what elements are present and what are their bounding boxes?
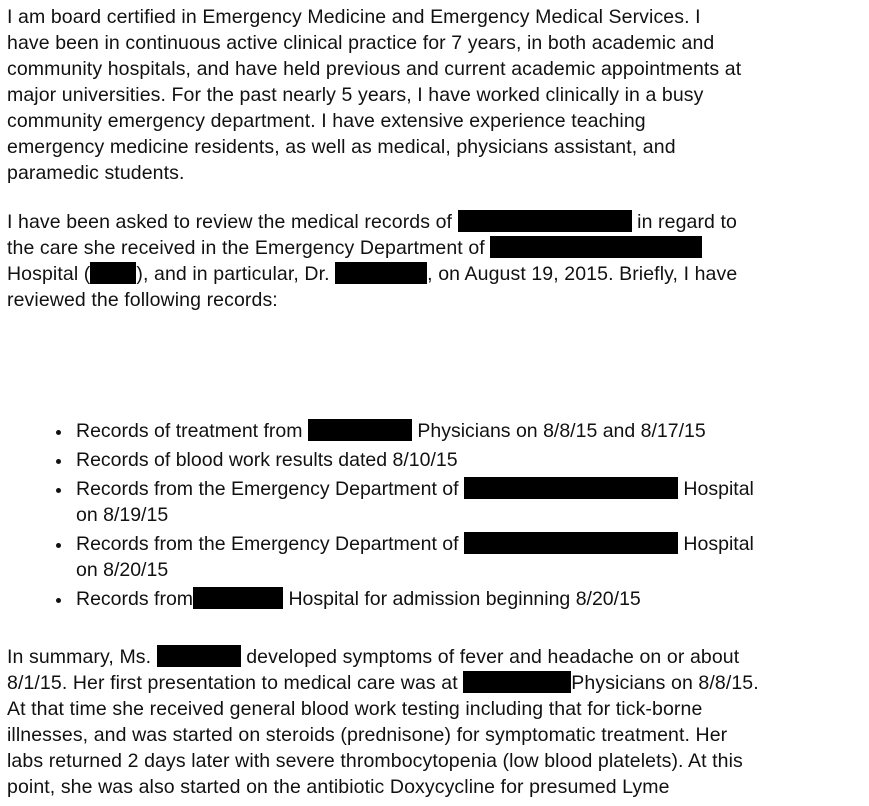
text-segment: ), and in particular, Dr. bbox=[136, 263, 330, 285]
paragraph-line: I am board certified in Emergency Medicine and Emergency Medical Services. I bbox=[7, 6, 701, 28]
redaction-block bbox=[335, 262, 427, 284]
paragraph-line: emergency medicine residents, as well as medical, physicians assistant, and bbox=[7, 136, 676, 158]
text-segment: Hospital bbox=[683, 533, 754, 555]
text-segment: the care she received in the Emergency Department of bbox=[7, 237, 485, 259]
summary-paragraph bbox=[7, 644, 759, 800]
text-segment: Records from bbox=[76, 588, 194, 610]
redaction-block bbox=[193, 587, 283, 609]
text-segment: Records from the Emergency Department of bbox=[76, 533, 459, 555]
text-segment: developed symptoms of fever and headache on or about bbox=[246, 646, 740, 668]
paragraph-line: major universities. For the past nearly 5 years, I have worked clinically in a busy bbox=[7, 84, 704, 106]
text-segment: on 8/20/15 bbox=[76, 559, 169, 581]
paragraph-line bbox=[7, 261, 737, 287]
text-segment: Records of blood work results dated 8/10/15 bbox=[76, 449, 458, 471]
paragraph-line: have been in continuous active clinical practice for 7 years, in both academic and bbox=[7, 32, 715, 54]
redaction-block bbox=[157, 645, 241, 667]
paragraph-line bbox=[7, 209, 737, 235]
redaction-block bbox=[464, 477, 678, 499]
paragraph-line bbox=[7, 670, 759, 696]
redaction-block bbox=[490, 236, 702, 258]
redaction-block bbox=[90, 262, 136, 284]
redaction-block bbox=[464, 532, 678, 554]
redaction-block bbox=[463, 671, 571, 693]
text-segment: in regard to bbox=[637, 211, 737, 233]
text-segment: Physicians on 8/8/15. bbox=[571, 672, 759, 694]
paragraph-line: community hospitals, and have held previous and current academic appointments at bbox=[7, 58, 742, 80]
list-item bbox=[52, 531, 754, 583]
text-segment: In summary, Ms. bbox=[7, 646, 152, 668]
redaction-block bbox=[458, 210, 632, 232]
list-item bbox=[52, 476, 754, 528]
paragraph-line: community emergency department. I have extensive experience teaching bbox=[7, 110, 646, 132]
text-segment: Hospital ( bbox=[7, 263, 91, 285]
qualifications-paragraph bbox=[7, 4, 741, 186]
list-item bbox=[52, 447, 754, 473]
paragraph-line: At that time she received general blood work testing including that for tick-borne bbox=[7, 698, 703, 720]
paragraph-line: point, she was also started on the antibiotic Doxycycline for presumed Lyme bbox=[7, 776, 670, 798]
paragraph-line: paramedic students. bbox=[7, 162, 185, 184]
list-item bbox=[52, 418, 754, 444]
paragraph-line bbox=[7, 644, 759, 670]
paragraph-line bbox=[7, 235, 737, 261]
records-list bbox=[52, 418, 754, 615]
list-item bbox=[52, 586, 754, 612]
text-segment: on 8/19/15 bbox=[76, 504, 169, 526]
text-segment: I have been asked to review the medical records of bbox=[7, 211, 453, 233]
text-segment: Physicians on 8/8/15 and 8/17/15 bbox=[417, 420, 706, 442]
paragraph-line: reviewed the following records: bbox=[7, 289, 278, 311]
paragraph-line: illnesses, and was started on steroids (prednisone) for symptomatic treatment. Her bbox=[7, 724, 728, 746]
text-segment: Hospital for admission beginning 8/20/15 bbox=[288, 588, 641, 610]
paragraph-line: labs returned 2 days later with severe thrombocytopenia (low blood platelets). At this bbox=[7, 750, 743, 772]
text-segment: , on August 19, 2015. Briefly, I have bbox=[427, 263, 738, 285]
redaction-block bbox=[308, 419, 412, 441]
text-segment: Records of treatment from bbox=[76, 420, 303, 442]
review-request-paragraph bbox=[7, 209, 737, 313]
text-segment: Hospital bbox=[683, 478, 754, 500]
text-segment: 8/1/15. Her first presentation to medical care was at bbox=[7, 672, 458, 694]
text-segment: Records from the Emergency Department of bbox=[76, 478, 459, 500]
